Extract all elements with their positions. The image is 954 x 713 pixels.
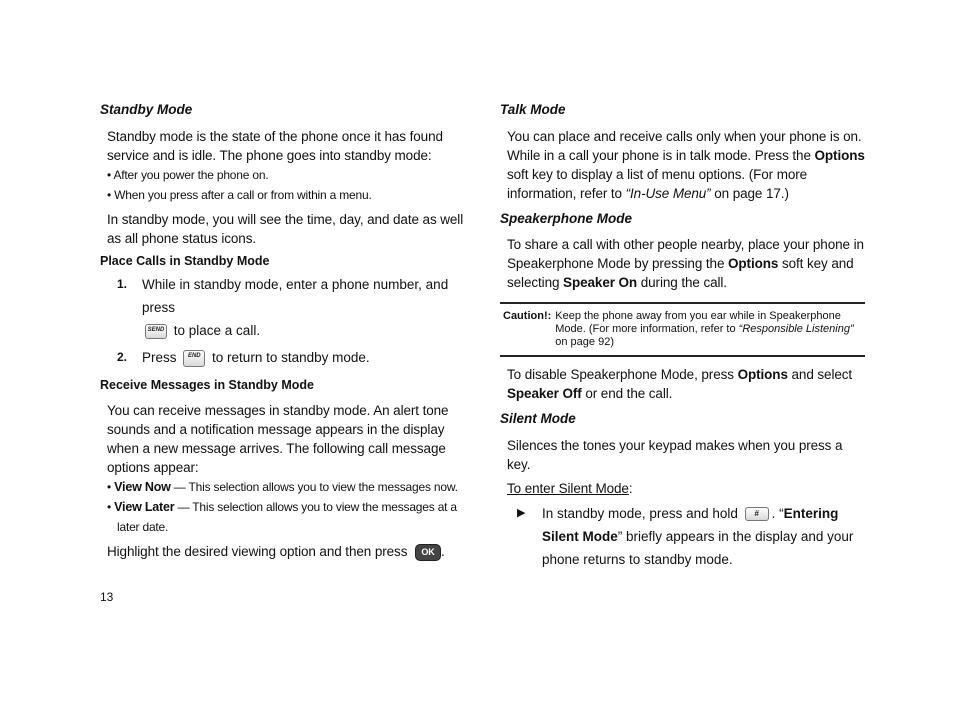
silent-step-text-c: ” briefly appears in the display and your phone returns to standby mode.	[542, 529, 854, 567]
standby-paragraph-1: Standby mode is the state of the phone once it has found service and is idle. The phone goes into standby mode:	[107, 129, 443, 163]
page-number: 13	[100, 590, 114, 604]
talk-ref: “In-Use Menu”	[625, 186, 711, 201]
receive-paragraph: You can receive messages in standby mode. An alert tone sounds and a notification message appears in the display when a new message arrives. The following call message options appear:	[107, 403, 449, 475]
step-2-text-a: Press	[142, 350, 177, 365]
step-1-text-b: to place a call.	[173, 323, 261, 338]
speaker-options: Options	[728, 256, 779, 271]
step-2	[100, 346, 470, 369]
highlight-paragraph	[107, 542, 470, 561]
caution-ref: “Responsible Listening”	[738, 323, 854, 335]
place-calls-heading: Place Calls in Standby Mode	[100, 254, 270, 268]
talk-text-b: soft key to display a list of menu options. (For more information, refer to	[507, 167, 808, 201]
view-later-label: View Later	[114, 500, 175, 514]
caution-label: Caution!:	[503, 310, 552, 322]
silent-step-text-b: . “	[771, 506, 784, 521]
step-2-text-b: to return to standby mode.	[212, 350, 370, 365]
ok-key-icon: OK	[415, 544, 441, 561]
disable-text-c: or end the call.	[581, 386, 673, 401]
receive-messages-heading: Receive Messages in Standby Mode	[100, 378, 314, 392]
disable-options: Options	[737, 367, 788, 382]
step-1-text-a: While in standby mode, enter a phone number, and press	[142, 277, 449, 315]
view-now-text: — This selection allows you to view the messages now.	[170, 480, 458, 494]
silent-step-bold: Entering Silent Mode	[542, 506, 839, 544]
highlight-end: .	[441, 544, 445, 559]
speaker-text-a: To share a call with other people nearby, place your phone in Speakerphone Mode by pressing the	[507, 237, 864, 271]
standby-paragraph-2: In standby mode, you will see the time, day, and date as well as all phone status icons.	[107, 212, 464, 246]
pound-key-icon: #	[745, 507, 769, 521]
disable-paragraph	[507, 365, 865, 403]
caution-text-b: on page 92)	[555, 336, 614, 348]
standby-bullet-1: • After you power the phone on.	[107, 168, 269, 182]
step-2-number: 2.	[117, 350, 128, 364]
caution-row	[503, 310, 865, 349]
speaker-text-c: during the call.	[637, 275, 727, 290]
bullet-view-later: • View Later — This selection allows you to view the messages at a later date.	[107, 500, 457, 534]
speaker-on: Speaker On	[563, 275, 638, 290]
speakerphone-heading: Speakerphone Mode	[500, 211, 633, 226]
silent-mode-heading: Silent Mode	[500, 411, 576, 426]
talk-paragraph	[507, 127, 865, 203]
left-column	[100, 100, 470, 561]
disable-text-a: To disable Speakerphone Mode, press	[507, 367, 738, 382]
step-1-number: 1.	[117, 277, 128, 291]
send-key-icon: SEND	[145, 324, 167, 339]
silent-step	[500, 502, 865, 571]
caution-text	[555, 310, 865, 349]
speaker-text-b: soft key and selecting	[507, 256, 854, 290]
talk-options: Options	[814, 148, 865, 163]
silent-enter-label	[507, 479, 865, 498]
standby-mode-heading: Standby Mode	[100, 102, 193, 117]
view-later-text: — This selection allows you to view the messages at a later date.	[117, 500, 457, 534]
end-key-icon: END	[183, 350, 205, 367]
silent-enter-colon: :	[628, 481, 633, 496]
step-1	[100, 273, 470, 342]
speaker-paragraph	[507, 235, 865, 292]
triangle-bullet-icon: ▶	[517, 507, 526, 519]
silent-paragraph: Silences the tones your keypad makes when you press a key.	[507, 438, 843, 472]
bullet-view-now: • View Now — This selection allows you to view the messages now.	[107, 480, 458, 494]
caution-box	[500, 302, 865, 357]
right-column	[500, 100, 865, 571]
disable-speaker-off: Speaker Off	[507, 386, 582, 401]
silent-step-text-a: In standby mode, press and hold	[542, 506, 738, 521]
talk-text-c: on page 17.)	[710, 186, 789, 201]
silent-enter-text: To enter Silent Mode	[507, 481, 629, 496]
talk-text-a: You can place and receive calls only when your phone is on. While in a call your phone is in talk mode. Press the	[507, 129, 862, 163]
talk-mode-heading: Talk Mode	[500, 102, 566, 117]
highlight-text: Highlight the desired viewing option and then press	[107, 544, 408, 559]
standby-bullet-2: • When you press after a call or from within a menu.	[107, 188, 372, 202]
caution-text-a: Keep the phone away from you ear while in Speakerphone Mode. (For more information, refer to	[555, 310, 841, 335]
view-now-label: View Now	[114, 480, 171, 494]
disable-text-b: and select	[787, 367, 853, 382]
